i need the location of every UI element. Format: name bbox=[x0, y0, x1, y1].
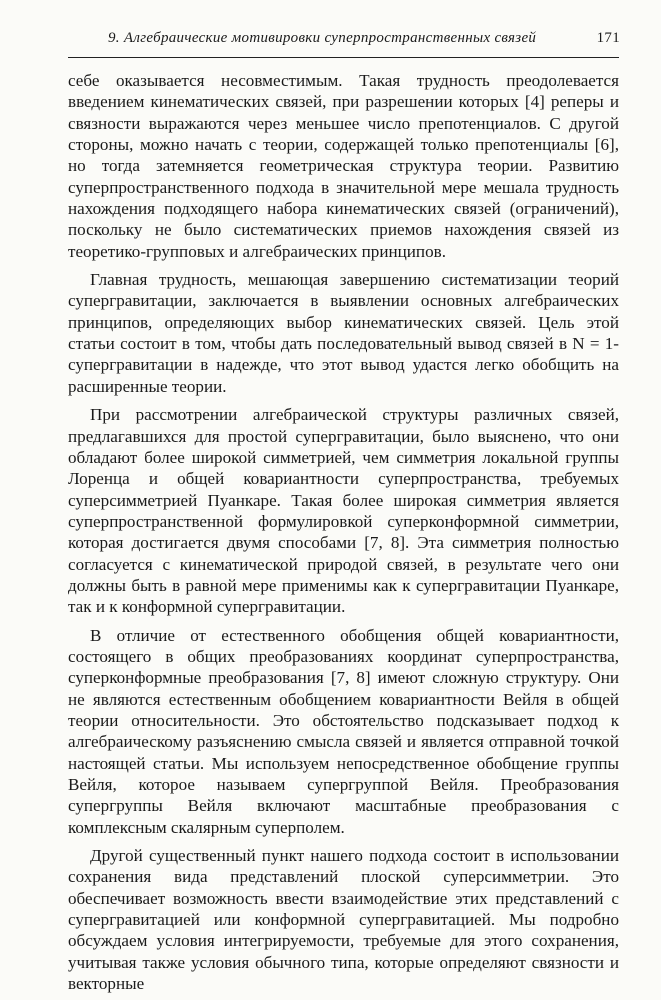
paragraph-3: При рассмотрении алгебраической структуры различных связей, предлагавшихся для простой супергравитации, было выяснено, что они обладают более широкой симметрией, чем симметрия локальной группы Лоренца и общей ковариантности суперпространства, требуемых суперсимметрией Пуанкаре. Такая более широкая симметрия является суперпространственной формулировкой суперконформной симметрии, которая достигается двумя способами [7, 8]. Эта симметрия полностью согласуется с кинематической природой связей, в результате чего они должны быть в равной мере применимы как к супергравитации Пуанкаре, так и к конформной супергравитации. bbox=[68, 405, 619, 617]
paragraph-1: себе оказывается несовместимым. Такая трудность преодолевается введением кинематических связей, при разрешении которых [4] реперы и связности выражаются через меньшее число препотенциалов. С другой стороны, можно начать с теории, содержащей только препотенциалы [6], но тогда затемняется геометрическая структура теории. Развитию суперпространственного подхода в значительной мере мешала трудность нахождения подходящего набора кинематических связей (ограничений), поскольку не было систематических приемов нахождения связей из теоретико-групповых и алгебраических принципов. bbox=[68, 71, 619, 261]
paragraph-5: Другой существенный пункт нашего подхода состоит в использовании сохранения вида представлений плоской суперсимметрии. Это обеспечивает возможность ввести взаимодействие этих представлений с супергравитацией или конформной супергравитацией. Мы подробно обсуждаем условия интегрируемости, требуемые для этого сохранения, учитывая также условия обычного типа, которые определяют связности и векторные bbox=[68, 846, 619, 994]
paragraph-4: В отличие от естественного обобщения общей ковариантности, состоящего в общих преобразованиях координат суперпространства, суперконформные преобразования [7, 8] имеют сложную структуру. Они не являются естественным обобщением ковариантности Вейля в общей теории относительности. Это обстоятельство подсказывает подход к алгебраическому разъяснению смысла связей и является отправной точкой настоящей статьи. Мы используем непосредственное обобщение группы Вейля, которое называем супергруппой Вейля. Преобразования супергруппы Вейля включают масштабные преобразования с комплексным скалярным суперполем. bbox=[68, 625, 619, 837]
running-head bbox=[108, 30, 620, 56]
header-rule bbox=[68, 57, 619, 58]
running-head-title: 9. Алгебраические мотивировки суперпространственных связей bbox=[108, 30, 537, 46]
paragraph-2: Главная трудность, мешающая завершению систематизации теорий супергравитации, заключается в выявлении основных алгебраических принципов, определяющих выбор кинематических связей. Цель этой статьи состоит в том, чтобы дать последовательный вывод связей в N = 1-супергравитации в надежде, что этот вывод удастся легко обобщить на расширенные теории. bbox=[68, 270, 619, 396]
body-text bbox=[68, 70, 619, 994]
page-number: 171 bbox=[596, 30, 620, 46]
